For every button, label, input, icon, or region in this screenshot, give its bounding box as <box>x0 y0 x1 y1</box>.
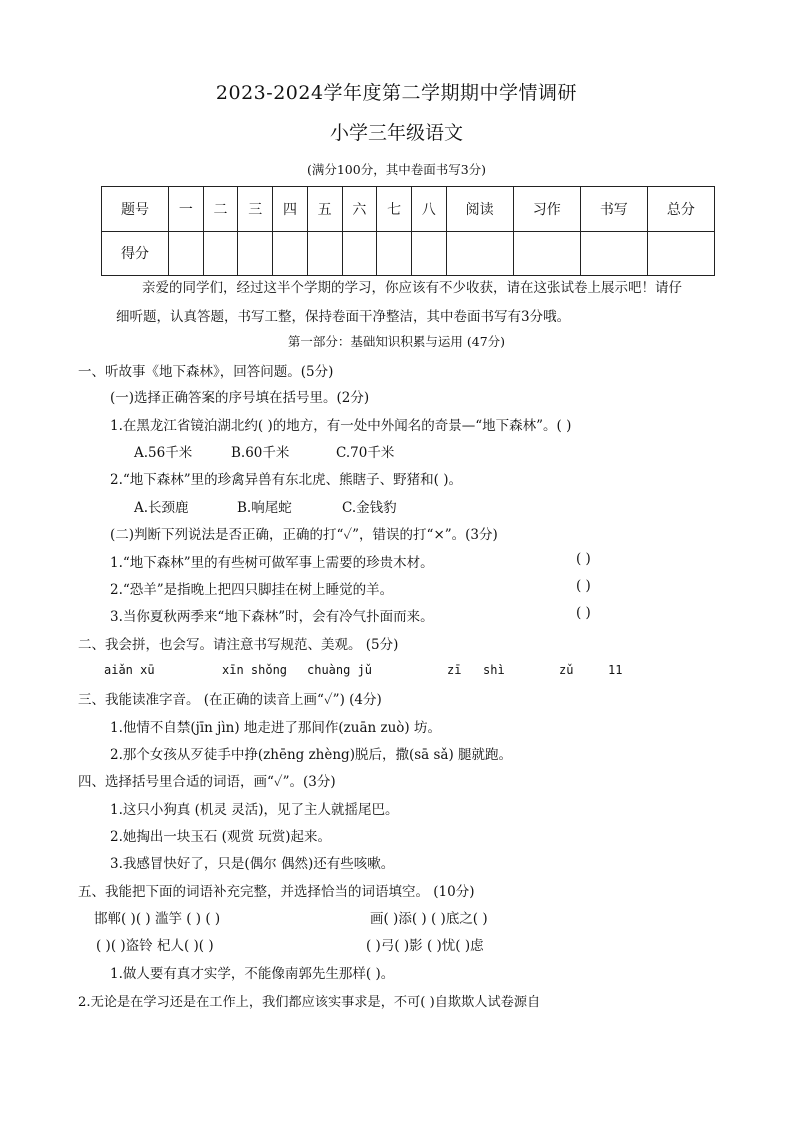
q1-judge-2-bracket[interactable]: ( ) <box>576 578 591 594</box>
score-table-score-row <box>102 231 715 276</box>
q2-pinyin-7: 11 <box>608 663 623 677</box>
intro-line-2: 细听题，认真答题，书写工整，保持卷面干净整洁，其中卷面书写有3分哦。 <box>116 309 571 325</box>
table-cell: 三 <box>238 187 273 232</box>
q5-row2-left: ( )( )盗铃 杞人( )( ) <box>96 938 214 954</box>
q4-item2: 2.她掏出一块玉石 (观赏 玩赏)起来。 <box>110 829 331 845</box>
score-input-cell[interactable] <box>342 231 377 276</box>
q5-title: 五、我能把下面的词语补充完整，并选择恰当的词语填空。 (10分) <box>78 884 475 900</box>
q2-pinyin-2: xīn shǒng <box>222 663 288 677</box>
q1-judge-3-bracket[interactable]: ( ) <box>576 605 591 621</box>
q1-sub2: (二)判断下列说法是否正确，正确的打“✓”，错误的打“×”。(3分) <box>110 527 498 543</box>
score-input-cell[interactable] <box>169 231 204 276</box>
q4-title: 四、选择括号里合适的词语，画“✓”。(3分) <box>78 774 336 790</box>
q1-judge-2: 2.“恐羊”是指晚上把四只脚挂在树上睡觉的羊。 <box>110 582 394 598</box>
q1-judge-1: 1.“地下森林”里的有些树可做军事上需要的珍贵木材。 <box>110 555 434 571</box>
score-table-header-row <box>102 187 715 232</box>
q5-row1-left: 邯郸( )( ) 滥竽 ( ) ( ) <box>94 911 221 927</box>
intro-line-1: 亲爱的同学们，经过这半个学期的学习，你应该有不少收获，请在这张试卷上展示吧！请仔 <box>142 280 682 296</box>
table-cell: 五 <box>307 187 342 232</box>
score-note: (满分100分，其中卷面书写3分) <box>306 162 487 177</box>
q1-item2: 2.“地下森林”里的珍禽异兽有东北虎、熊瞎子、野猪和( )。 <box>110 472 463 488</box>
score-input-cell[interactable] <box>513 231 580 276</box>
table-cell: 题号 <box>102 187 169 232</box>
score-input-cell[interactable] <box>647 231 714 276</box>
q1-item1-option-c: C.70千米 <box>336 445 395 461</box>
table-cell: 得分 <box>102 231 169 276</box>
score-input-cell[interactable] <box>377 231 412 276</box>
score-input-cell[interactable] <box>203 231 238 276</box>
q1-sub1: (一)选择正确答案的序号填在括号里。(2分) <box>110 390 370 406</box>
q3-item1: 1.他情不自禁(jīn jìn) 地走进了那间作(zuān zuò) 坊。 <box>110 720 441 736</box>
part-1-title: 第一部分：基础知识积累与运用 (47分) <box>287 334 506 349</box>
q1-item1-option-b: B.60千米 <box>231 445 290 461</box>
table-cell: 八 <box>411 187 446 232</box>
q1-title: 一、听故事《地下森林》，回答问题。(5分) <box>78 364 334 380</box>
q3-item2: 2.那个女孩从歹徒手中挣(zhēng zhèng)脱后，撒(sā sǎ) 腿就跑。 <box>110 747 513 763</box>
score-input-cell[interactable] <box>446 231 513 276</box>
q2-title: 二、我会拼，也会写。请注意书写规范、美观。 (5分) <box>78 637 399 653</box>
exam-title: 2023-2024学年度第二学期期中学情调研 <box>215 82 578 104</box>
q1-item2-option-b: B.响尾蛇 <box>237 500 292 516</box>
table-cell: 书写 <box>580 187 647 232</box>
q5-row2-right: ( )弓( )影 ( )忧( )虑 <box>366 938 484 954</box>
table-cell: 二 <box>203 187 238 232</box>
table-cell: 六 <box>342 187 377 232</box>
q1-judge-1-bracket[interactable]: ( ) <box>576 551 591 567</box>
score-table <box>101 186 715 276</box>
score-input-cell[interactable] <box>307 231 342 276</box>
table-cell: 总分 <box>647 187 714 232</box>
q1-item2-option-c: C.金钱豹 <box>342 500 397 516</box>
q3-title: 三、我能读准字音。 (在正确的读音上画“✓”) (4分) <box>78 692 382 708</box>
exam-subtitle: 小学三年级语文 <box>329 122 463 144</box>
q4-item3: 3.我感冒快好了，只是(偶尔 偶然)还有些咳嗽。 <box>110 856 395 872</box>
q2-pinyin-4: zī <box>447 663 462 677</box>
q4-item1: 1.这只小狗真 (机灵 灵活)，见了主人就摇尾巴。 <box>110 802 399 818</box>
table-cell: 阅读 <box>446 187 513 232</box>
score-input-cell[interactable] <box>580 231 647 276</box>
q2-pinyin-1: aiǎn xū <box>104 663 155 677</box>
table-cell: 四 <box>273 187 308 232</box>
q5-item1: 1.做人要有真才实学，不能像南郭先生那样( )。 <box>110 966 395 982</box>
q5-item2: 2.无论是在学习还是在工作上，我们都应该实事求是，不可( )自欺欺人试卷源自 <box>78 995 541 1010</box>
score-input-cell[interactable] <box>411 231 446 276</box>
q2-pinyin-3: chuàng jǔ <box>307 663 373 677</box>
score-input-cell[interactable] <box>273 231 308 276</box>
q5-row1-right: 画( )添( ) ( )底之( ) <box>370 911 488 927</box>
table-cell: 七 <box>377 187 412 232</box>
q1-item1-option-a: A.56千米 <box>134 445 193 461</box>
q1-item2-option-a: A.长颈鹿 <box>134 500 189 516</box>
table-cell: 一 <box>169 187 204 232</box>
score-input-cell[interactable] <box>238 231 273 276</box>
q1-judge-3: 3.当你夏秋两季来“地下森林”时，会有冷气扑面而来。 <box>110 609 434 625</box>
q1-item1: 1.在黑龙江省镜泊湖北约( )的地方，有一处中外闻名的奇景—“地下森林”。( ) <box>110 418 572 434</box>
table-cell: 习作 <box>513 187 580 232</box>
q2-pinyin-5: shì <box>483 663 505 677</box>
q2-pinyin-6: zǔ <box>559 663 574 677</box>
